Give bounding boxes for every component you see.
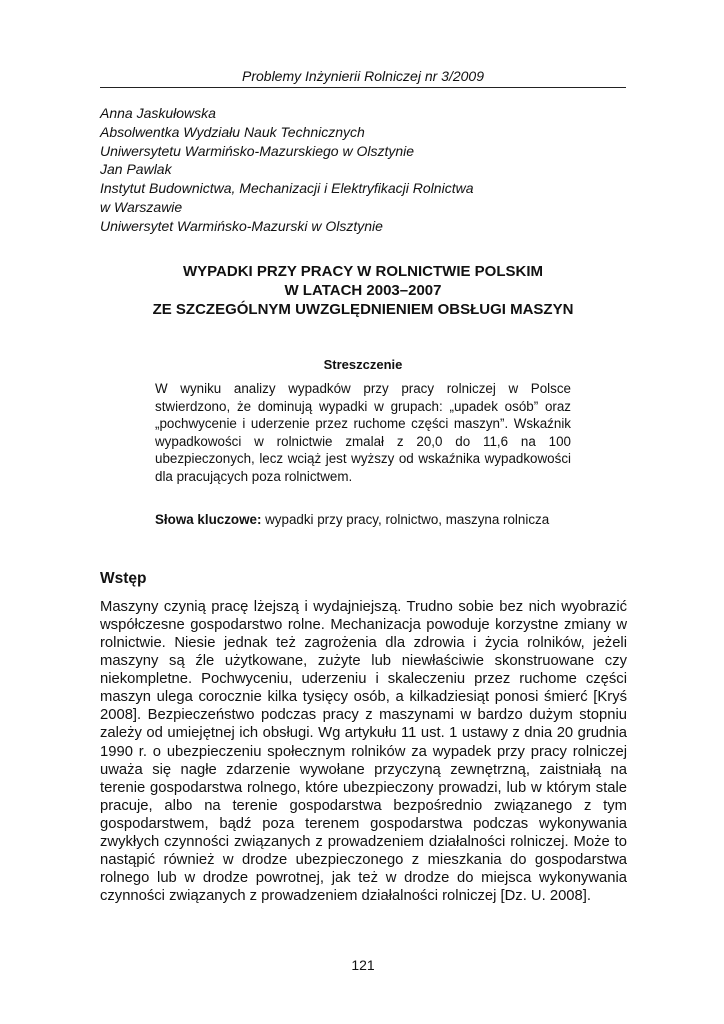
author-affiliation: Instytut Budownictwa, Mechanizacji i Elektryfikacji Rolnictwa [100, 180, 474, 197]
author-name: Jan Pawlak [100, 161, 172, 178]
title-line: WYPADKI PRZY PRACY W ROLNICTWIE POLSKIM [182, 263, 543, 280]
author-name: Anna Jaskułowska [100, 105, 216, 121]
intro-paragraph: Maszyny czynią pracę lżejszą i wydajniejszą. Trudno sobie bez nich wyobrazić współczesne gospodarstwo rolne. Mechanizacja powoduje korzystne zmiany w rolnictwie. Niesie jednak też zagrożenia dla zdrowia i życia rolników, jeżeli maszyny są źle użytkowane, zużyte lub niewłaściwie skonstruowane czy niekompletne. Pochwyceniu, uderzeniu i skaleczeniu przez ruchome części maszyn ulega corocznie kilka tysięcy osób, a kilkadziesiąt ponosi śmierć [Kryś 2008]. Bezpieczeństwo podczas pracy z maszynami w bardzo dużym stopniu zależy od umiejętnej ich obsługi. Wg artykułu 11 ust. 1 ustawy z dnia 20 grudnia 1990 r. o ubezpieczeniu społecznym rolników za wypadek przy pracy rolniczej uważa się nagłe zdarzenie wywołane przyczyną zewnętrzną, zaistniałą na terenie gospodarstwa rolnego, które ubezpieczony prowadzi, lub w którym stale pracuje, albo na terenie gospodarstwa bezpośrednio związanego z tym gospodarstwem, bądź poza terenem gospodarstwa podczas wykonywania zwykłych czynności związanych z prowadzeniem działalności rolniczej. Może to nastąpić również w drodze ubezpieczonego z mieszkania do gospodarstwa rolnego lub w drodze powrotnej, jak też w drodze do miejsca wykonywania czynności związanych z prowadzeniem działalności rolniczej [Dz. U. 2008]. [100, 599, 627, 904]
paper-title [100, 262, 626, 319]
abstract-text: W wyniku analizy wypadków przy pracy rolniczej w Polsce stwierdzono, że dominują wypadki w grupach: „upadek osób” oraz „pochwycenie i uderzenie przez ruchome części maszyn”. Wskaźnik wypadkowości w rolnictwie zmalał z 20,0 do 11,6 na 100 ubezpieczonych, lecz wciąż jest wyższy od wskaźnika wypadkowości dla pracujących poza rolnictwem. [155, 381, 571, 484]
abstract-heading: Streszczenie [323, 357, 403, 372]
author-affiliations [100, 104, 626, 236]
keywords-label: Słowa kluczowe: [155, 512, 262, 527]
author-affiliation: Uniwersytetu Warmińsko-Mazurskiego w Olsztynie [100, 142, 415, 159]
keywords-text: wypadki przy pracy, rolnictwo, maszyna rolnicza [265, 512, 550, 527]
journal-header: Problemy Inżynierii Rolniczej nr 3/2009 [242, 68, 484, 84]
title-line: W LATACH 2003–2007 [284, 282, 442, 299]
author-affiliation: Uniwersytet Warmińsko-Mazurski w Olsztynie [100, 217, 383, 234]
title-line: ZE SZCZEGÓLNYM UWZGLĘDNIENIEM OBSŁUGI MASZYN [152, 301, 574, 318]
author-affiliation: w Warszawie [100, 198, 183, 215]
section-heading-intro: Wstęp [100, 570, 147, 587]
keywords [155, 511, 571, 529]
author-affiliation: Absolwentka Wydziału Nauk Technicznych [100, 123, 365, 140]
header-rule [100, 87, 626, 88]
page-number: 121 [351, 957, 375, 973]
